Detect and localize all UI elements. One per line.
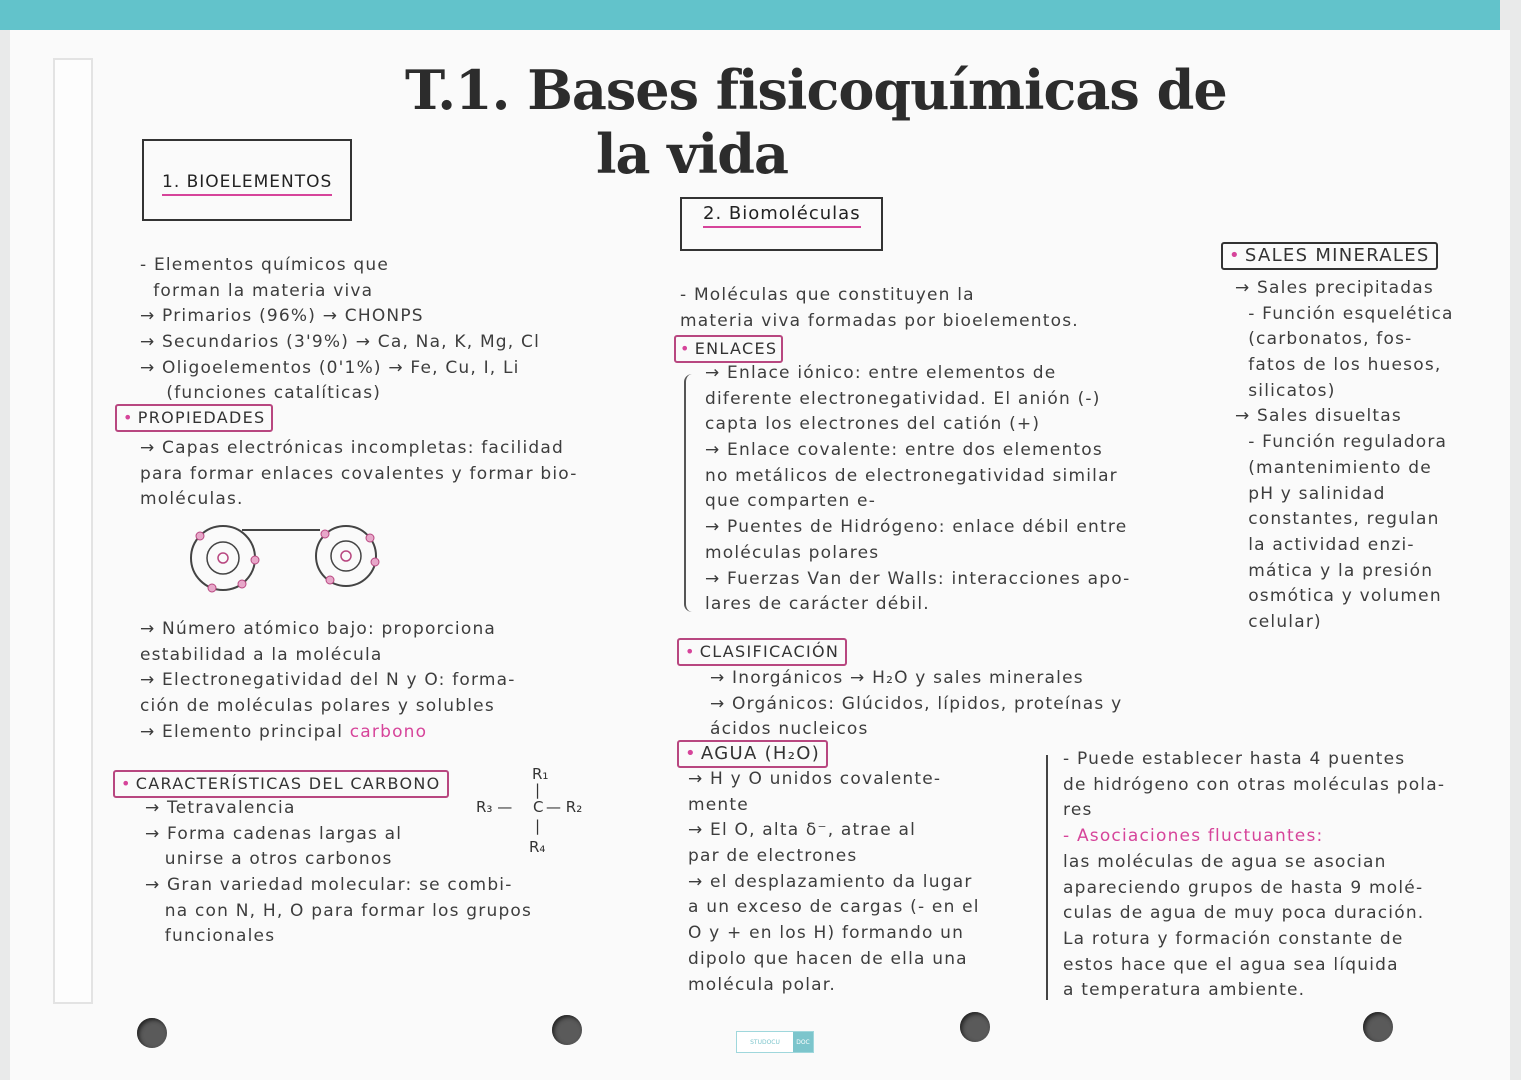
text-line: materia viva formadas por bioelementos. xyxy=(680,310,1079,331)
propiedades-list-2 xyxy=(140,617,516,720)
text-line: a temperatura ambiente. xyxy=(1063,980,1306,1001)
text-line: (mantenimiento de xyxy=(1235,457,1432,478)
clasificacion-list xyxy=(710,666,1122,743)
text-line: moléculas. xyxy=(140,489,244,510)
text-line: lares de carácter débil. xyxy=(705,594,930,615)
bullet-icon: • xyxy=(121,774,132,793)
carbon-bond-top: | xyxy=(535,781,541,799)
clasificacion-tag xyxy=(677,638,847,666)
text-line: constantes, regulan xyxy=(1235,509,1440,530)
text-line: estos hace que el agua sea líquida xyxy=(1063,954,1399,975)
text-line: - Función esquelética xyxy=(1235,303,1454,324)
text-line: fatos de los huesos, xyxy=(1235,355,1442,376)
studocu-logo xyxy=(736,1031,814,1053)
asociaciones-title-block xyxy=(1063,824,1323,850)
text-line: → Forma cadenas largas al xyxy=(145,823,403,844)
biomoleculas-intro xyxy=(680,283,1079,334)
text-line: par de electrones xyxy=(688,846,858,867)
elemento-principal-label: → Elemento principal xyxy=(140,722,350,742)
text-line: celular) xyxy=(1235,611,1322,632)
enlaces-brace xyxy=(684,374,694,612)
text-line: dipolo que hacen de ella una xyxy=(688,948,968,969)
bioelementos-heading: 1. BIOELEMENTOS xyxy=(162,172,332,196)
text-line: mente xyxy=(688,794,749,815)
elemento-principal xyxy=(140,720,427,746)
text-line: ción de moléculas polares y solubles xyxy=(140,696,495,717)
page-title-line1: T.1. Bases fisicoquímicas de xyxy=(405,58,1227,122)
sales-minerales-tag xyxy=(1221,242,1438,270)
text-line: de hidrógeno con otras moléculas pola- xyxy=(1063,774,1446,795)
text-line: → Orgánicos: Glúcidos, lípidos, proteínas y xyxy=(710,693,1123,714)
text-line: (carbonatos, fos- xyxy=(1235,329,1413,350)
logo-text-left: STUDOCU xyxy=(737,1032,793,1052)
text-line: mática y la presión xyxy=(1235,560,1434,581)
text-line: estabilidad a la molécula xyxy=(140,644,383,665)
text-line: → Inorgánicos → H₂O y sales minerales xyxy=(710,668,1084,688)
text-line: la actividad enzi- xyxy=(1235,534,1415,555)
binder-hole xyxy=(960,1012,990,1042)
bullet-icon: • xyxy=(680,339,691,358)
text-line: O y + en los H) formando un xyxy=(688,923,965,944)
asociaciones-list xyxy=(1063,850,1424,1004)
text-line: → Capas electrónicas incompletas: facilidad xyxy=(140,438,564,458)
text-line: unirse a otros carbonos xyxy=(145,849,393,870)
binder-hole xyxy=(137,1018,167,1048)
text-line: → el desplazamiento da lugar xyxy=(688,871,973,892)
text-line: → Enlace covalente: entre dos elementos xyxy=(705,440,1103,461)
carbono-list xyxy=(145,796,532,950)
bioelementos-intro xyxy=(140,253,540,407)
text-line: molécula polar. xyxy=(688,974,836,995)
enlaces-tag-label: ENLACES xyxy=(694,339,778,358)
carbon-bond-bottom: | xyxy=(535,817,541,835)
text-line: capta los electrones del catión (+) xyxy=(705,414,1041,435)
carbon-r1: R₁ xyxy=(532,765,549,783)
page-margin-strip xyxy=(53,58,93,1004)
sales-list xyxy=(1235,276,1454,636)
sales-minerales-tag-label: SALES MINERALES xyxy=(1244,245,1430,266)
text-line: que comparten e- xyxy=(705,491,877,512)
text-line: diferente electronegatividad. El anión (-) xyxy=(705,388,1101,409)
text-line: → Puentes de Hidrógeno: enlace débil entre xyxy=(705,517,1128,538)
text-line: culas de agua de muy poca duración. xyxy=(1063,903,1425,924)
text-line: - Función reguladora xyxy=(1235,432,1448,453)
text-line: → Sales disueltas xyxy=(1235,406,1402,427)
binder-hole xyxy=(1363,1012,1393,1042)
text-line: - Moléculas que constituyen la xyxy=(680,285,975,305)
enlaces-tag xyxy=(674,335,783,363)
text-line: funcionales xyxy=(145,926,276,947)
text-line: → Primarios (96%) → CHONPS xyxy=(140,306,424,327)
text-line: → Electronegatividad del N y O: forma- xyxy=(140,670,516,691)
text-line: a un exceso de cargas (- en el xyxy=(688,897,980,918)
carbono-highlight: carbono xyxy=(349,722,428,742)
biomoleculas-heading: 2. Biomoléculas xyxy=(703,203,861,228)
bullet-icon: • xyxy=(685,743,697,764)
text-line: las moléculas de agua se asocian xyxy=(1063,852,1387,872)
text-line: → Número atómico bajo: proporciona xyxy=(140,619,497,639)
page-title-line2: la vida xyxy=(596,122,788,186)
carbono-tag xyxy=(113,770,449,798)
propiedades-list xyxy=(140,436,578,513)
carbon-c: C xyxy=(533,798,544,816)
text-line: res xyxy=(1063,800,1093,821)
agua-tag-label: AGUA (H₂O) xyxy=(700,743,821,764)
text-line: osmótica y volumen xyxy=(1235,586,1442,607)
text-line: → H y O unidos covalente- xyxy=(688,769,942,789)
bullet-icon: • xyxy=(685,642,696,661)
top-bar xyxy=(0,0,1500,30)
text-line: → Fuerzas Van der Walls: interacciones apo- xyxy=(705,568,1131,589)
bullet-icon: • xyxy=(1229,245,1241,266)
text-line: ácidos nucleicos xyxy=(710,719,869,740)
text-line: moléculas polares xyxy=(705,542,880,563)
text-line: → Sales precipitadas xyxy=(1235,278,1434,298)
agua-puentes-list xyxy=(1063,747,1445,824)
text-line: para formar enlaces covalentes y formar bio- xyxy=(140,463,578,484)
propiedades-tag-label: PROPIEDADES xyxy=(137,408,266,427)
text-line: La rotura y formación constante de xyxy=(1063,929,1404,950)
carbono-tag-label: CARACTERÍSTICAS DEL CARBONO xyxy=(135,774,441,793)
asociaciones-title: - Asociaciones fluctuantes: xyxy=(1063,826,1324,846)
text-line: pH y salinidad xyxy=(1235,483,1386,504)
column-divider xyxy=(1046,755,1048,1000)
carbon-r3: R₃ — xyxy=(476,798,513,816)
text-line: → Tetravalencia xyxy=(145,798,296,818)
text-line: na con N, H, O para formar los grupos xyxy=(145,900,533,921)
agua-list xyxy=(688,767,980,998)
bullet-icon: • xyxy=(123,408,134,427)
text-line: - Elementos químicos que xyxy=(140,255,389,275)
enlaces-list xyxy=(705,361,1130,618)
text-line: no metálicos de electronegatividad similar xyxy=(705,465,1118,486)
text-line: forman la materia viva xyxy=(140,280,374,301)
agua-tag xyxy=(677,740,828,768)
text-line: → Gran variedad molecular: se combi- xyxy=(145,875,513,896)
carbon-r4: R₄ xyxy=(529,838,546,856)
logo-text-right: DOC xyxy=(793,1032,813,1052)
text-line: → Secundarios (3'9%) → Ca, Na, K, Mg, Cl xyxy=(140,332,541,353)
binder-hole xyxy=(552,1015,582,1045)
text-line: apareciendo grupos de hasta 9 molé- xyxy=(1063,877,1424,898)
propiedades-tag xyxy=(115,404,273,432)
text-line: → Oligoelementos (0'1%) → Fe, Cu, I, Li xyxy=(140,357,520,378)
text-line: → El O, alta δ⁻, atrae al xyxy=(688,820,917,841)
clasificacion-tag-label: CLASIFICACIÓN xyxy=(699,642,840,661)
atom-diagram-icon xyxy=(180,518,390,598)
text-line: → Enlace iónico: entre elementos de xyxy=(705,363,1057,383)
text-line: - Puede establecer hasta 4 puentes xyxy=(1063,749,1406,769)
carbon-r2: — R₂ xyxy=(546,798,583,816)
text-line: silicatos) xyxy=(1235,380,1336,401)
text-line: (funciones catalíticas) xyxy=(140,383,382,404)
